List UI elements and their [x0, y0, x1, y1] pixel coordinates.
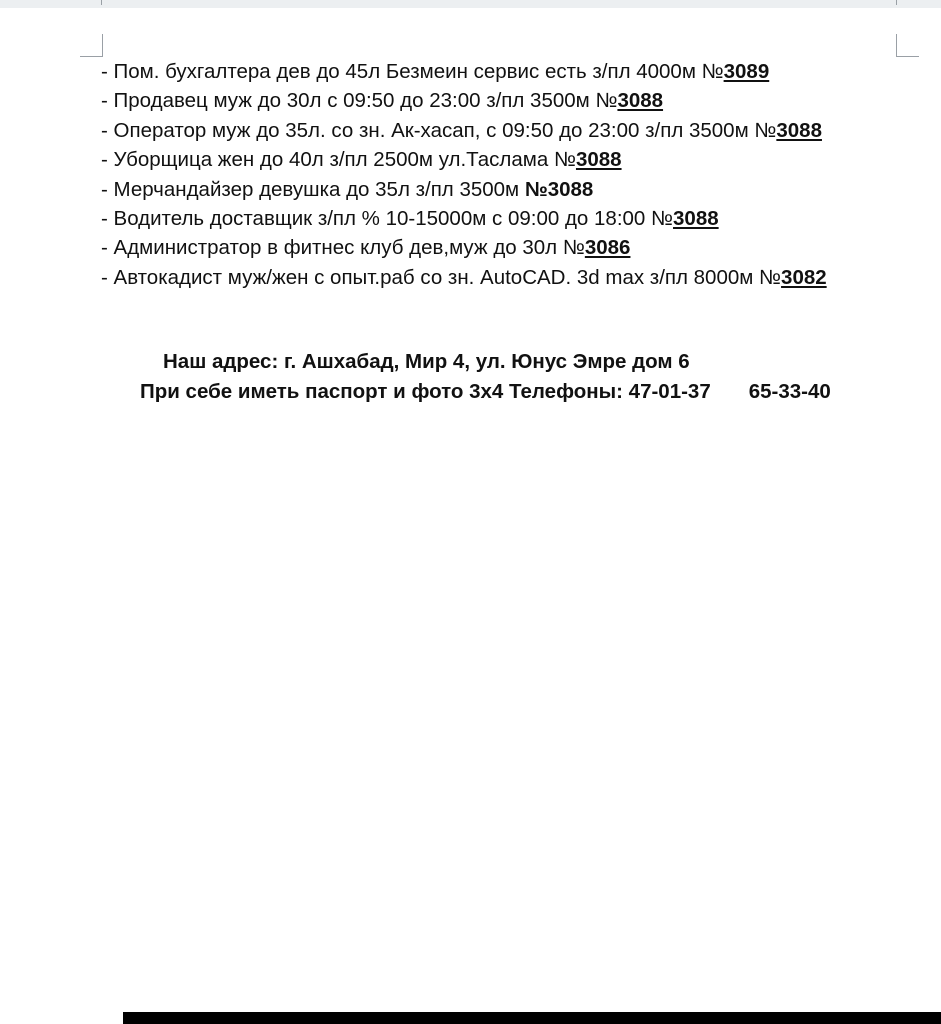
job-ref-number: 3086	[584, 236, 631, 260]
job-ref-number: 3088	[673, 207, 719, 231]
office-address: Наш адрес: г. Ашхабад, Мир 4, ул. Юнус Эмре дом 6	[163, 350, 690, 373]
job-ref-number: 3088	[617, 89, 664, 113]
job-listing	[101, 86, 901, 115]
job-listing	[101, 145, 901, 174]
job-ref-number: 3089	[723, 60, 770, 83]
phone-number: 65-33-40	[748, 380, 831, 403]
page-margin-corner-right	[896, 34, 919, 57]
top-toolbar-edge	[0, 0, 941, 8]
job-ref-number: 3082	[781, 265, 827, 289]
document-body[interactable]	[101, 57, 901, 292]
job-text: - Уборщица жен до 40л з/пл 2500м ул.Таслама №	[101, 148, 576, 172]
job-text: - Пом. бухгалтера дев до 45л Безмеин сервис есть з/пл 4000м №	[101, 60, 724, 83]
page-margin-corner-left	[80, 34, 103, 57]
job-text: - Продавец муж до 30л с 09:50 до 23:00 з/пл 3500м №	[101, 89, 618, 113]
ruler-tick	[896, 0, 897, 5]
requirements-and-phones	[140, 380, 831, 404]
requirements-text: При себе иметь паспорт и фото 3x4 Телефоны: 47-01-37	[140, 380, 711, 403]
job-text: - Мерчандайзер девушка до 35л з/пл 3500м	[101, 177, 525, 201]
job-listing	[101, 204, 901, 233]
job-ref-number: №3088	[524, 177, 594, 201]
job-listing	[101, 57, 901, 86]
job-listing	[101, 263, 831, 292]
job-ref-number: 3088	[776, 118, 822, 142]
job-listing	[101, 116, 901, 145]
job-ref-number: 3088	[575, 148, 622, 172]
job-text: - Оператор муж до 35л. со зн. Ак-хасап, с 09:50 до 23:00 з/пл 3500м №	[101, 118, 777, 142]
job-text: - Автокадист муж/жен с опыт.раб со зн. AutoCAD. 3d max з/пл 8000м №	[101, 265, 782, 289]
job-text: - Водитель доставщик з/пл % 10-15000м с 09:00 до 18:00 №	[101, 207, 674, 231]
job-text: - Администратор в фитнес клуб дев,муж до 30л №	[101, 236, 585, 260]
bottom-bar	[123, 1012, 941, 1024]
ruler-tick	[101, 0, 102, 5]
job-listing	[101, 233, 901, 262]
job-listing	[101, 175, 901, 204]
